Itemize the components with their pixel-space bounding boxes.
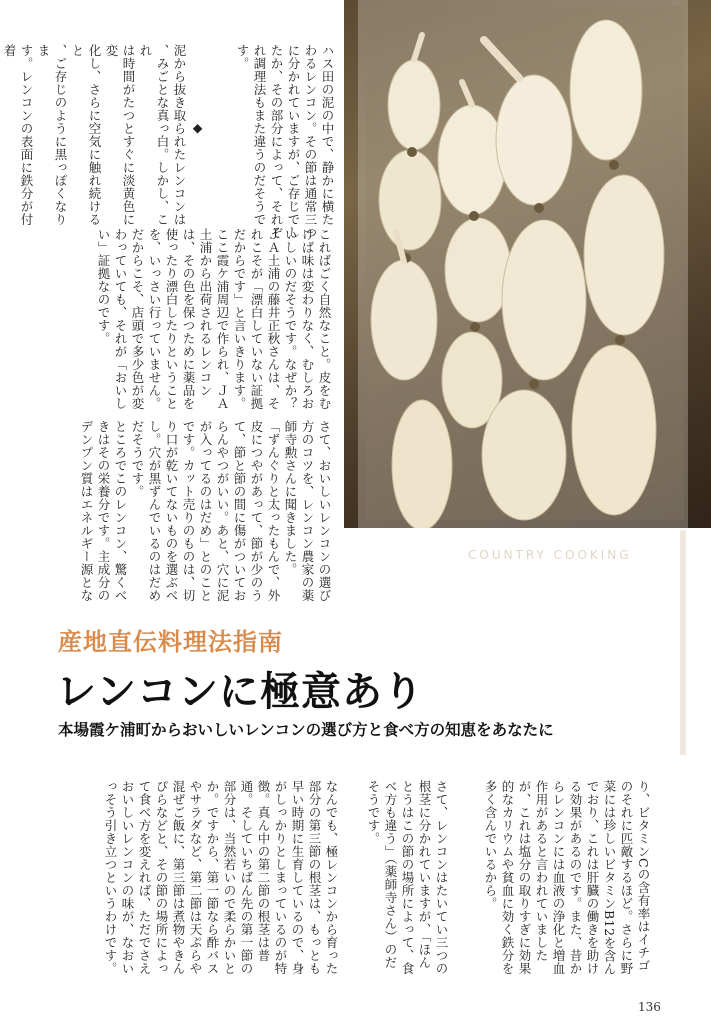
body-line: 、みごとな真っ白。しかし、これ: [138, 44, 170, 226]
body-paragraph: ここ霞ケ浦周辺で作られ、ＪＡ土浦から出荷されるレンコンは、その色を保つために薬品を使ったり漂白したりということを、いっさい行っていません。だからこそ、店頭で多少色が変わっていても、それが「おいしい」証拠なのです。: [96, 228, 230, 410]
intro-line: ハス田の泥の中で、静かに横た: [320, 44, 335, 226]
intro-line: わるレンコン。その節は通常三つ: [303, 44, 318, 239]
body-line: は時間がたつとすぐに淡黄色に変: [104, 44, 136, 226]
body-line: 泥から抜き取られたレンコンは: [172, 44, 187, 226]
body-paragraph: さて、レンコンはたいてい三つの根茎に分かれていますが、「ほんとうはこの節の場所によって、食べ方も違う」（薬師寺さん）のだそうです。: [366, 780, 449, 975]
diamond-glyph: ◆: [190, 120, 205, 136]
intro-text-block: [206, 44, 336, 244]
body-paragraph: ところでこのレンコン、驚くべきはその栄養分です。主成分のデンプン質はエネルギー源とな: [79, 420, 128, 602]
series-title: 産地直伝料理法指南: [58, 627, 283, 656]
article-body-bottom-left: [58, 780, 340, 980]
lotus-root-photo: [344, 0, 711, 528]
section-label: COUNTRY COOKING: [468, 548, 632, 562]
subheadline: 本場霞ケ浦町からおいしいレンコンの選び方と食べ方の知恵をあなたに: [58, 721, 554, 739]
headline: レンコンに極意あり: [56, 668, 424, 715]
body-paragraph: こればごく自然なこと。皮をむけば味は変わりなく、むしろおいしいのだそうです。なぜか？: [283, 228, 332, 410]
page-number: 136: [638, 1000, 661, 1014]
body-paragraph: さて、おいしいレンコンの選び方のコツを、レンコン農家の薬師寺勲さんに聞きました。: [283, 420, 332, 602]
intro-line: れ調理法もまた違うのだそうです。: [235, 44, 267, 226]
body-line: [0, 44, 1, 229]
article-body-middle: [58, 228, 333, 418]
body-paragraph: なんでも、極レンコンから育った部分の第三節の根茎は、もっとも早い時期に生育しているので、身がしっかりとしまっているのが特徴。真ん中の第二節の根茎は普通。そしていちばん先の第一節の部分は、当然若いので柔らかいとか。ですから、第一節なら酢バスやサラダなど、第二節は天ぷらや混ぜご飯に、第三節は煮物やきんぴらなどと、その節の場所によって食べ方を変えれば、ただでさえおいしいレンコンの味が、なおいっそう引き立つというわけです。: [103, 780, 339, 975]
article-body-lower-upper: [58, 420, 333, 610]
intro-line: たか、その部分によって、それぞ: [269, 44, 284, 239]
diamond-separator: [190, 120, 206, 140]
article-body-bottom-middle: [340, 780, 450, 980]
body-paragraph: り、ビタミンCの含有率はイチゴのそれに匹敵するほど。さらに野菜には珍しいビタミンB12を含んでおり、これは肝臓の働きを助ける効果があるのです。また、昔からレンコンには血液の浄化と増血作用があると言われていましたが、これは塩分の取りすぎに効果的なカリウムや貧血に効く鉄分を多く含んでいるから。: [483, 780, 651, 976]
intro-line: に分かれていますが、ご存じでし: [286, 44, 301, 239]
body-paragraph: ＪＡ土浦の藤井正秋さんは、それこそが「漂白していない証拠だからです」と言いきります。: [232, 228, 281, 410]
article-body-bottom-right: [452, 780, 652, 980]
body-paragraph: 「ずんぐりと太ったもんで、外皮につやがあって、節が少のうて、節と節の間に傷がついておらんやつがいい。あと、穴に泥が入ってるのはだめ」とのことです。カット売りのものは、切り口が乾いてないものを選ぶべし。穴が黒ずんでいるのはだめだそうです。: [130, 420, 281, 602]
article-body-upper: [2, 44, 188, 229]
body-line: 、ご存じのように黒っぽくなりま: [36, 44, 68, 226]
body-line: 化し、さらに空気に触れ続けると: [70, 44, 102, 226]
decorative-stripe: [680, 530, 686, 755]
body-line: す。レンコンの表面に鉄分が付着: [2, 44, 34, 226]
